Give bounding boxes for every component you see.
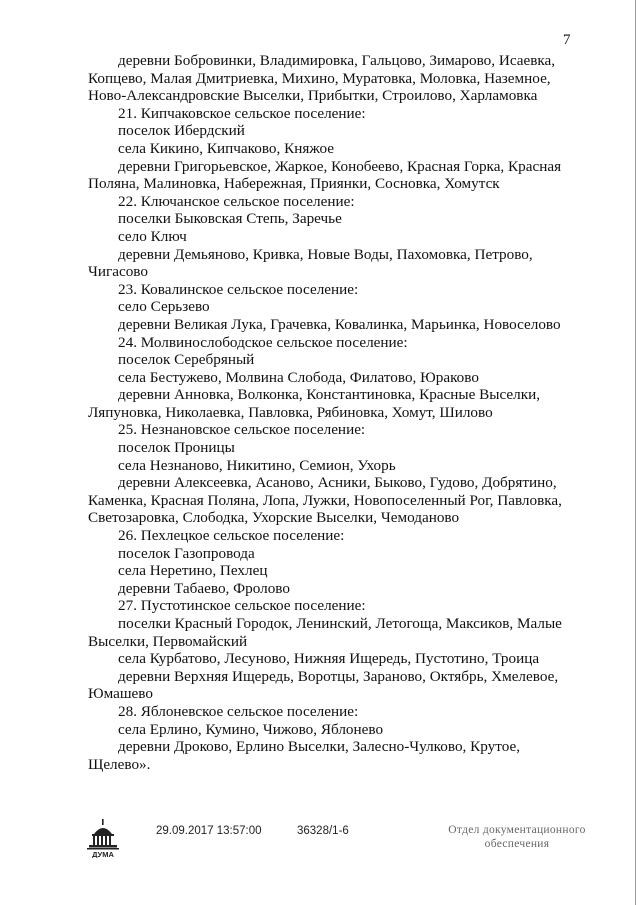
text-line: 27. Пустотинское сельское поселение: bbox=[118, 597, 366, 615]
footer-datetime: 29.09.2017 13:57:00 bbox=[156, 825, 262, 837]
text-line: поселок Ибердский bbox=[118, 122, 245, 140]
page-edge bbox=[635, 0, 636, 905]
duma-logo bbox=[86, 818, 120, 858]
text-line: поселки Быковская Степь, Заречье bbox=[118, 210, 342, 228]
text-line: села Неретино, Пехлец bbox=[118, 562, 268, 580]
text-line: села Ерлино, Кумино, Чижово, Яблонево bbox=[118, 720, 384, 738]
text-line: деревни Верхняя Ищередь, Воротцы, Зараново, Октябрь, Хмелевое, bbox=[118, 667, 559, 685]
text-line: 24. Молвинослободское сельское поселение: bbox=[118, 333, 408, 351]
text-line: 26. Пехлецкое сельское поселение: bbox=[118, 527, 345, 545]
text-line: 22. Ключанское сельское поселение: bbox=[118, 192, 355, 210]
text-line: деревни Табаево, Фролово bbox=[118, 579, 290, 597]
logo-text: ДУМА bbox=[92, 850, 114, 858]
footer-doc-number: 36328/1-6 bbox=[297, 825, 349, 837]
text-line: Ляпуновка, Николаевка, Павловка, Рябиновка, Хомут, Шилово bbox=[88, 403, 493, 421]
text-line: 23. Ковалинское сельское поселение: bbox=[118, 280, 359, 298]
text-line: села Кикино, Кипчаково, Княжое bbox=[118, 139, 334, 157]
text-line: Чигасово bbox=[88, 263, 148, 281]
text-line: Копцево, Малая Дмитриевка, Михино, Муратовка, Моловка, Наземное, bbox=[88, 69, 551, 87]
text-line: Юмашево bbox=[88, 685, 153, 703]
document-body bbox=[88, 52, 574, 773]
text-line: село Серьзево bbox=[118, 298, 210, 316]
text-line: поселок Газопровода bbox=[118, 544, 255, 562]
text-line: деревни Анновка, Волконка, Константиновка, Красные Выселки, bbox=[118, 386, 541, 404]
text-line: деревни Бобровинки, Владимировка, Гальцово, Зимарово, Исаевка, bbox=[118, 52, 556, 69]
stamp-line-2: обеспечения bbox=[484, 838, 550, 850]
text-line: Выселки, Первомайский bbox=[88, 632, 248, 650]
text-line: поселки Красный Городок, Ленинский, Летогоща, Максиков, Малые bbox=[118, 615, 562, 632]
text-line: села Курбатово, Лесуново, Нижняя Ищередь, Пустотино, Троица bbox=[118, 650, 540, 668]
text-line: Щелево». bbox=[88, 755, 151, 773]
text-line: Поляна, Малиновка, Набережная, Приянки, Сосновка, Хомутск bbox=[88, 175, 500, 193]
text-line: деревни Демьяново, Кривка, Новые Воды, Пахомовка, Петрово, bbox=[118, 245, 533, 263]
text-line: села Бестужево, Молвина Слобода, Филатово, Юраково bbox=[118, 368, 479, 386]
text-line: Каменка, Красная Поляна, Лопа, Лужки, Новопоселенный Рог, Павловка, bbox=[88, 491, 562, 509]
text-line: села Незнаново, Никитино, Семион, Ухорь bbox=[118, 456, 396, 474]
text-line: Светозаровка, Слободка, Ухорские Выселки, Чемоданово bbox=[88, 509, 460, 527]
text-line: 21. Кипчаковское сельское поселение: bbox=[118, 104, 366, 122]
text-line: деревни Григорьевское, Жаркое, Конобеево, Красная Горка, Красная bbox=[118, 157, 562, 175]
text-line: деревни Алексеевка, Асаново, Асники, Быково, Гудово, Добрятино, bbox=[118, 474, 557, 492]
department-stamp bbox=[437, 823, 597, 851]
text-line: село Ключ bbox=[118, 227, 187, 245]
text-line: поселок Серебряный bbox=[118, 351, 255, 369]
text-line: 25. Незнановское сельское поселение: bbox=[118, 421, 366, 439]
text-line: поселок Проницы bbox=[118, 439, 235, 457]
page-number: 7 bbox=[563, 32, 571, 48]
text-line: 28. Яблоневское сельское поселение: bbox=[118, 702, 359, 720]
duma-emblem-icon bbox=[86, 818, 120, 858]
text-line: Ново-Александровские Выселки, Прибытки, Строилово, Харламовка bbox=[88, 87, 538, 105]
text-line: деревни Дроково, Ерлино Выселки, Залесно-Чулково, Крутое, bbox=[118, 738, 521, 756]
stamp-line-1: Отдел документационного bbox=[448, 824, 586, 836]
text-line: деревни Великая Лука, Грачевка, Ковалинка, Марьинка, Новоселово bbox=[118, 315, 561, 333]
